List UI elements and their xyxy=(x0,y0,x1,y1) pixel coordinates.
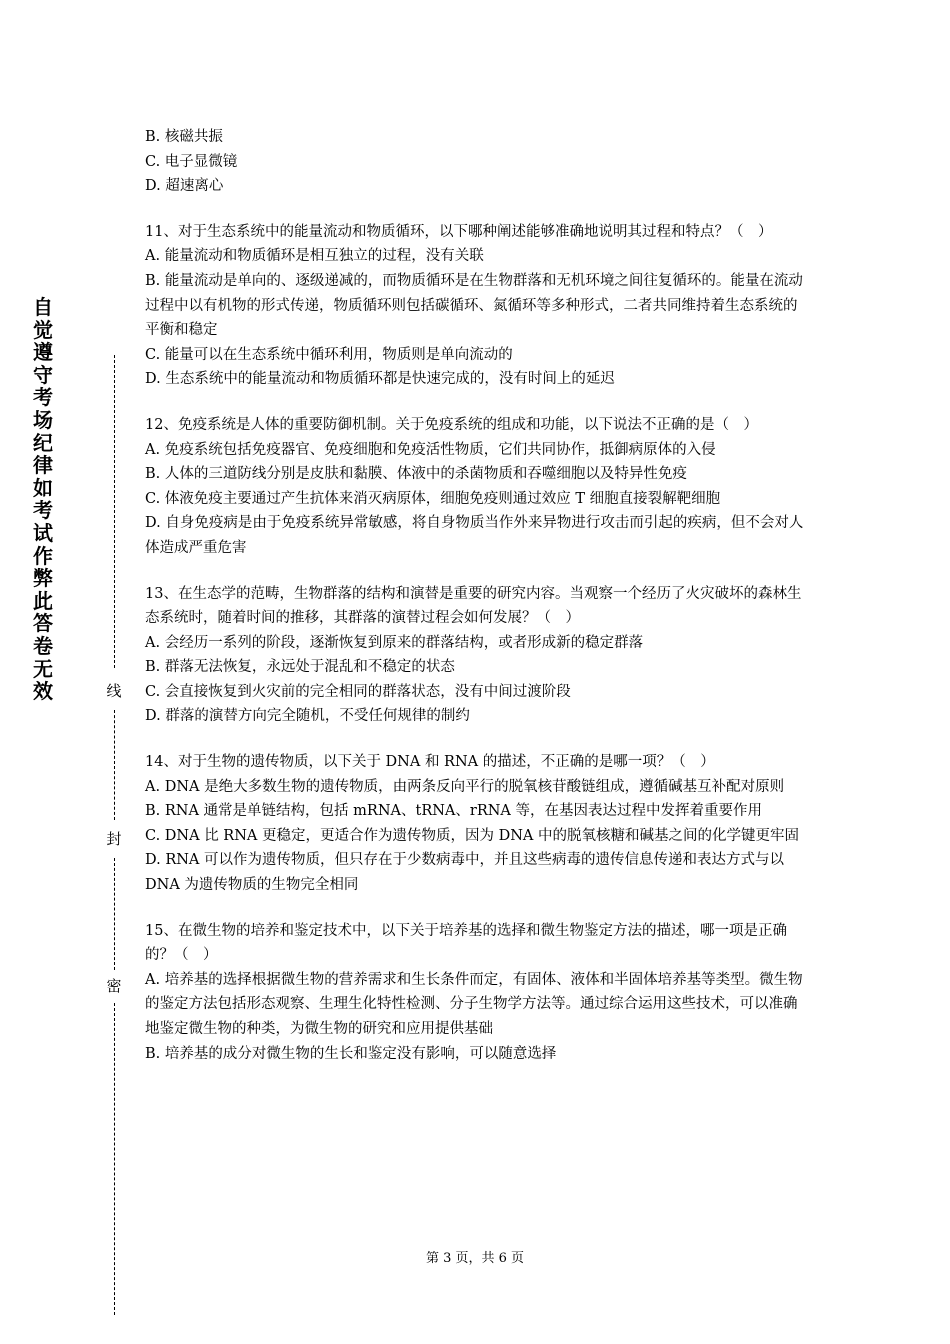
option-a: A. 免疫系统包括免疫器官、免疫细胞和免疫活性物质，它们共同协作，抵御病原体的入侵 xyxy=(145,441,716,458)
binding-dashed-line xyxy=(114,710,115,820)
option-d: D. 自身免疫病是由于免疫系统异常敏感，将自身物质当作外来异物进行攻击而引起的疾病，但不会对人体造成严重危害 xyxy=(145,515,804,556)
binding-dashed-line xyxy=(114,1003,115,1315)
question-stem: 12、免疫系统是人体的重要防御机制。关于免疫系统的组成和功能，以下说法不正确的是（ ） xyxy=(145,416,758,433)
binding-warning-text: 自觉遵守考场纪律如考试作弊此答卷无效 xyxy=(33,295,53,704)
option-a: A. DNA 是绝大多数生物的遗传物质，由两条反向平行的脱氧核苷酸链组成，遵循碱基互补配对原则 xyxy=(145,778,785,795)
seal-word-seal: 封 xyxy=(104,828,124,849)
option-b: B. 人体的三道防线分别是皮肤和黏膜、体液中的杀菌物质和吞噬细胞以及特异性免疫 xyxy=(145,466,687,483)
option-d: D. 生态系统中的能量流动和物质循环都是快速完成的，没有时间上的延迟 xyxy=(145,371,615,388)
seal-word-secret: 密 xyxy=(104,975,124,996)
option-a: A. 会经历一系列的阶段，逐渐恢复到原来的群落结构，或者形成新的稳定群落 xyxy=(145,634,644,651)
option-d: D. 超速离心 xyxy=(145,178,224,195)
option-b: B. 培养基的成分对微生物的生长和鉴定没有影响，可以随意选择 xyxy=(145,1045,557,1062)
seal-word-line: 线 xyxy=(104,680,124,701)
option-c: C. 会直接恢复到火灾前的完全相同的群落状态，没有中间过渡阶段 xyxy=(145,683,571,700)
page-number-footer: 第 3 页，共 6 页 xyxy=(425,1251,525,1266)
question-14 xyxy=(145,750,810,898)
option-b: B. 群落无法恢复，永远处于混乱和不稳定的状态 xyxy=(145,659,455,676)
option-b: B. 核磁共振 xyxy=(145,129,223,145)
option-b: B. RNA 通常是单链结构，包括 mRNA、tRNA、rRNA 等，在基因表达过程中发挥着重要作用 xyxy=(145,803,763,820)
option-d: D. RNA 可以作为遗传物质，但只存在于少数病毒中，并且这些病毒的遗传信息传递和表达方式与以 DNA 为遗传物质的生物完全相同 xyxy=(145,852,785,894)
binding-dashed-line xyxy=(114,858,115,970)
option-c: C. 能量可以在生态系统中循环利用，物质则是单向流动的 xyxy=(145,346,513,363)
question-stem: 15、在微生物的培养和鉴定技术中，以下关于培养基的选择和微生物鉴定方法的描述，哪一项是正确的？（ ） xyxy=(145,922,787,964)
option-c: C. 体液免疫主要通过产生抗体来消灭病原体，细胞免疫则通过效应 T 细胞直接裂解靶细胞 xyxy=(145,490,721,507)
question-15 xyxy=(145,919,810,1067)
option-c: C. DNA 比 RNA 更稳定，更适合作为遗传物质，因为 DNA 中的脱氧核糖和碱基之间的化学键更牢固 xyxy=(145,827,799,844)
question-12 xyxy=(145,413,810,561)
exam-content xyxy=(145,125,810,1066)
binding-dashed-line xyxy=(114,355,115,668)
question-stem: 11、对于生态系统中的能量流动和物质循环，以下哪种阐述能够准确地说明其过程和特点？（ ） xyxy=(145,223,773,240)
question-13 xyxy=(145,582,810,730)
question-11 xyxy=(145,220,810,392)
question-stem: 13、在生态学的范畴，生物群落的结构和演替是重要的研究内容。当观察一个经历了火灾破坏的森林生态系统时，随着时间的推移，其群落的演替过程会如何发展？（ ） xyxy=(145,585,802,627)
option-c: C. 电子显微镜 xyxy=(145,153,238,170)
option-d: D. 群落的演替方向完全随机，不受任何规律的制约 xyxy=(145,708,470,725)
option-a: A. 能量流动和物质循环是相互独立的过程，没有关联 xyxy=(145,248,484,265)
option-a: A. 培养基的选择根据微生物的营养需求和生长条件而定，有固体、液体和半固体培养基等类型。微生物的鉴定方法包括形态观察、生理生化特性检测、分子生物学方法等。通过综合运用这些技术，可以准确地鉴定微生物的种类，为微生物的研究和应用提供基础 xyxy=(145,971,803,1037)
question-stem: 14、对于生物的遗传物质，以下关于 DNA 和 RNA 的描述，不正确的是哪一项？（ ） xyxy=(145,754,715,771)
option-b: B. 能量流动是单向的、逐级递减的，而物质循环是在生物群落和无机环境之间往复循环的。能量在流动过程中以有机物的形式传递，物质循环则包括碳循环、氮循环等多种形式，二者共同维持着生态系统的平衡和稳定 xyxy=(145,272,803,339)
